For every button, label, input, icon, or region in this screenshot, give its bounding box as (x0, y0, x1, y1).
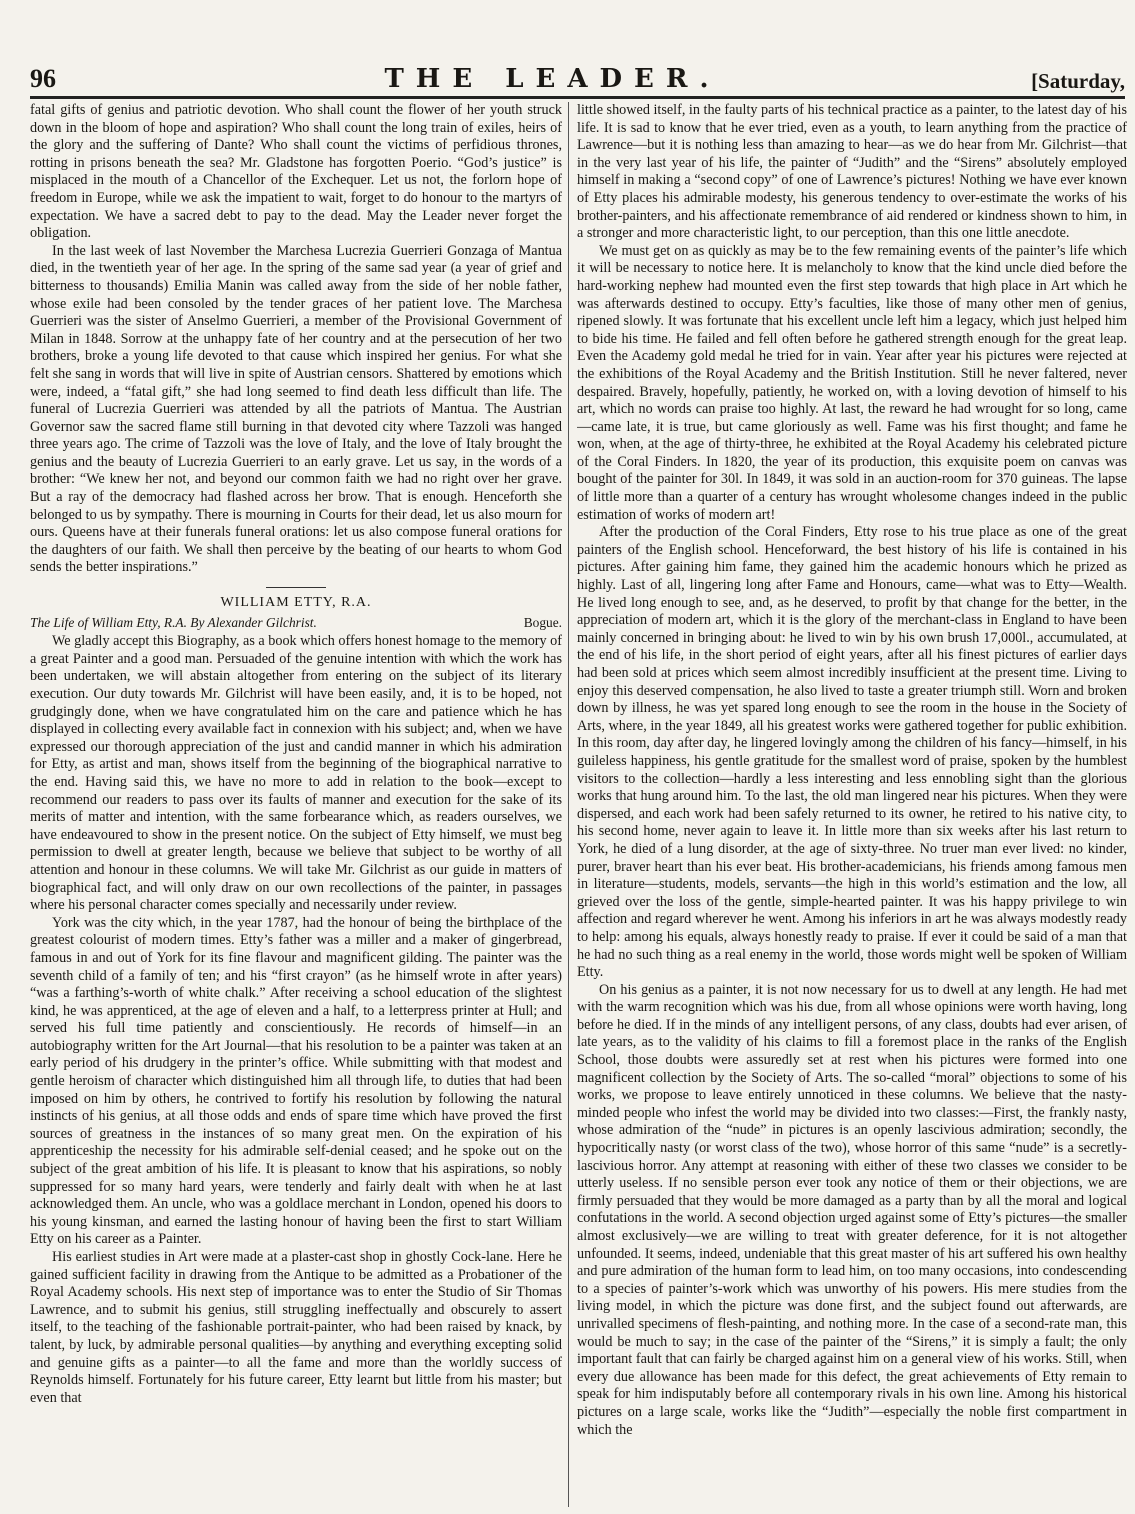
book-reference (30, 614, 562, 632)
paragraph: On his genius as a painter, it is not now necessary for us to dwell at any length. He had met with the warm recognition which was his due, from all whose opinions were worth having, long before he died. If in the minds of any intelligent persons, of any class, doubts had ever arisen, of late years, as to the validity of his claims to fill a foremost place in the ranks of the English School, those doubts were assuredly set at rest when his pictures were formed into one magnificent collection by the Society of Arts. The so-called “moral” objections to some of his works, we propose to leave entirely unnoticed in these columns. We believe that the nasty-minded people who infest the world may be divided into two classes:—First, the frankly nasty, whose admiration of the “nude” in pictures is an openly lascivious admiration; secondly, the hypocritically nasty (or worst class of the two), whose horror of this same “nude” is a secretly-lascivious horror. Any attempt at reasoning with either of these two classes we consider to be utterly useless. If no sensible person ever took any notice of them or their objections, we are firmly persuaded that they would be more damaged as a party than by all the moral and logical confutations in the world. A second objection urged against some of Etty’s pictures—the smaller almost exclusively—we are willing to treat with greater deference, for it is not altogether unfounded. It seems, indeed, undeniable that this great master of his art suffered his own healthy and pure admiration of the human form to lead him, on too many occasions, into condescending to a species of painter’s-work which was unworthy of his powers. His mere studies from the living model, in which the picture was done first, and the subject found out afterwards, are unrivalled specimens of flesh-painting, and nothing more. In the case of a second-rate man, this would be much to say; in the case of the painter of the “Sirens,” it is simply a fault; the only important fault that can fairly be charged against him on a general view of his works. Still, when every due allowance has been made for this defect, the great achievements of Etty remain to speak for him indisputably before all contemporary rivals in his own line. Among his historical pictures on a large scale, works like the “Judith”—especially the noble first compartment in which the (577, 981, 1127, 1438)
paragraph: We gladly accept this Biography, as a book which offers honest homage to the memory of a great Painter and a good man. Persuaded of the genuine intention with which the work has been undertaken, we will abstain altogether from entering on the subject of its literary execution. Our duty towards Mr. Gilchrist will have been easily, and, it is to be hoped, not grudgingly done, when we have congratulated him on the care and patience which he has displayed in collecting every available fact in connexion with his subject; and, when we have expressed our thorough appreciation of the just and candid manner in which his admiration for Etty, as artist and man, shows itself from the beginning of the biographical narrative to the end. Having said this, we have no more to add in relation to the book—except to recommend our readers to pass over its faults of manner and execution for the sake of its merits of matter and intention, with the same forbearance which, as readers ourselves, we have endeavoured to show in the present notice. On the subject of Etty himself, we must beg permission to dwell at greater length, because we believe that subject to be worthy of all attention and honour in these columns. We will take Mr. Gilchrist as our guide in matters of biographical fact, and will only draw on our own recollections of the painter, in passages where his personal character comes specially and necessarily under review. (30, 633, 562, 914)
publisher: Bogue. (523, 614, 562, 630)
header-rule (30, 96, 1125, 99)
issue-day: [Saturday, (1031, 69, 1125, 93)
article-heading: WILLIAM ETTY, R.A. (220, 595, 372, 611)
paragraph: We must get on as quickly as may be to the few remaining events of the painter’s life which it will be necessary to notice here. It is melancholy to know that the kind uncle died before the hard-working nephew had mounted even the first step towards that high place in Art which he was afterwards destined to occupy. Etty’s faculties, like those of many other men of genius, ripened slowly. It was fortunate that his excellent uncle left him a legacy, which just helped him to bide his time. He failed and fell often before he gathered strength enough for the great leap. Even the Academy gold medal he tried for in vain. Year after year his pictures were rejected at the exhibitions of the Royal Academy and the British Institution. Still he never faltered, never despaired. Bravely, hopefully, patiently, he worked on, with a loving devotion of himself to his art, which no words can praise too highly. At last, the reward he had wrought for so long, came—came late, it is true, but came gloriously as well. Fame was his first thought; and fame he won, when, at the age of thirty-three, he exhibited at the Royal Academy his celebrated picture of the Coral Finders. In 1820, the year of its production, this exquisite poem on canvas was bought of the painter for 30l. In 1849, it was sold in an auction-room for 370 guineas. The lapse of little more than a quarter of a century has wrought wholesome changes indeed in the public estimation of works of modern art! (577, 242, 1127, 523)
right-column (577, 102, 1127, 1512)
left-column (30, 102, 562, 1512)
section-divider (266, 587, 326, 588)
newspaper-title: THE LEADER. (384, 64, 721, 94)
book-title-line: The Life of William Etty, R.A. By Alexander Gilchrist. (30, 614, 317, 630)
page-number: 96 (30, 64, 56, 93)
paragraph: little showed itself, in the faulty parts of his technical practice as a painter, to the latest day of his life. It is sad to know that he ever tried, even as a youth, to learn anything from the practice of Lawrence—but it is nothing less than amazing to hear—as we do hear from Mr. Gilchrist—that in the very last year of his life, the painter of “Judith” and the “Sirens” absolutely employed himself in making a “second copy” of one of Lawrence’s pictures! Nothing we have ever known of Etty places his admirable modesty, his generous tendency to over-estimate the works of his brother-painters, and his affectionate remembrance of aid rendered or kindness shown to him, in a stronger and more characteristic light, to our perception, than this one little anecdote. (577, 102, 1127, 242)
paragraph: fatal gifts of genius and patriotic devotion. Who shall count the flower of her youth struck down in the bloom of hope and aspiration? Who shall count the long train of exiles, heirs of the glory and the suffering of Dante? Who shall count the victims of perfidious thrones, rotting in prisons beneath the sea? Mr. Gladstone has forgotten Poerio. “God’s justice” is misplaced in the mouth of a Chancellor of the Exchequer. Let us not, the forlorn hope of freedom in Europe, while we ask the impatient to wait, forget to do honour to the martyrs of expectation. We have a sacred debt to pay to the dead. May the Leader never forget the obligation. (30, 102, 562, 242)
paragraph: York was the city which, in the year 1787, had the honour of being the birthplace of the greatest colourist of modern times. Etty’s father was a miller and a maker of gingerbread, famous in and out of York for its fine flavour and magnificent gilding. The painter was the seventh child of a family of ten; and his “first crayon” (as he himself wrote in after years) “was a farthing’s-worth of white chalk.” After receiving a school education of the slightest kind, he was apprenticed, at the age of eleven and a half, to a letterpress printer at Hull; and served his full time patiently and conscientiously. He records of himself—in an autobiography written for the Art Journal—that his resolution to be a painter was taken at an early period of his drudgery in the printer’s office. While submitting with that modest and gentle heroism of character which distinguished him all through life, to duties that had been imposed on him by others, he contrived to fortify his resolution by following the natural instincts of his genius, at all those odds and ends of spare time which have proved the first sources of greatness in the instances of so many great men. On the expiration of his apprenticeship the necessity for his admirable self-denial ceased; and he spoke out on the subject of the great ambition of his life. It is pleasant to know that his aspirations, so nobly suppressed for so many hard years, were tenderly and fairly dealt with when he at last acknowledged them. An uncle, who was a goldlace merchant in London, opened his doors to his young kinsman, and earned the lasting honour of having been the first to start William Etty on his career as a Painter. (30, 914, 562, 1248)
paragraph: In the last week of last November the Marchesa Lucrezia Guerrieri Gonzaga of Mantua died, in the twentieth year of her age. In the spring of the same sad year (a year of grief and bitterness to thousands) Emilia Manin was called away from the side of her noble father, whose exile had been consoled by the tender graces of her patient love. The Marchesa Guerrieri was the sister of Anselmo Guerrieri, a member of the Provisional Government of Milan in 1848. Sorrow at the unhappy fate of her country and at the persecution of her two brothers, broke a young life devoted to that cause which inspired her genius. For what she felt she sang in words that will live in spite of Austrian censors. Shattered by emotions which were, indeed, a “fatal gift,” she had long seemed to find death less difficult than life. The funeral of Lucrezia Guerrieri was attended by all the patriots of Mantua. The Austrian Governor saw the sacred flame still burning in that devoted city where Tazzoli was hanged three years ago. The crime of Tazzoli was the love of Italy, and the love of Italy brought the genius and the beauty of Lucrezia Guerrieri to an early grave. Let us say, in the words of a brother: “We knew her not, and beyond our common faith we had no right over her grave. But a ray of the democracy had flashed across her brow. That is enough. Henceforth she belonged to us by sympathy. There is mourning in Courts for their dead, let us also mourn for ours. Queens have at their funerals funeral orations: let us also compose funeral orations for the daughters of our faith. We shall then perceive by the beating of our hearts to whom God sends the better inspirations.” (30, 242, 562, 576)
paragraph: His earliest studies in Art were made at a plaster-cast shop in ghostly Cock-lane. Here he gained sufficient facility in drawing from the Antique to be admitted as a Probationer of the Royal Academy schools. His next step of importance was to enter the Studio of Sir Thomas Lawrence, and to submit his genius, still struggling ineffectually and obscurely to assert itself, to the teaching of the fashionable portrait-painter, who had been raised by knack, by talent, by luck, by admirable personal qualities—by anything and everything excepting solid and genuine gifts as a painter—to all the fame and more than the worldly success of Reynolds himself. Fortunately for his future career, Etty learnt but little from his master; but even that (30, 1249, 562, 1406)
masthead (30, 58, 1125, 94)
paragraph: After the production of the Coral Finders, Etty rose to his true place as one of the great painters of the English school. Henceforward, the best history of his life is contained in his pictures. After gaining him fame, they gained him the academic honours which he prized as highly. Last of all, lingering long after Fame and Honours, came—what was to Etty—Wealth. He lived long enough to see, and, as he deserved, to profit by that change for the better, in the appreciation of modern art, which it is the glory of the merchant-class in England to have been mainly concerned in bringing about: he lived to win by his own brush 17,000l., accumulated, at the end of his life, in the short period of eight years, after all his finest pictures of earlier days had been sold at prices which seem almost incredibly insufficient at the present time. Living to enjoy this deserved compensation, he also lived to taste a greater triumph still. Worn and broken down by illness, he was yet spared long enough to see the room in the house in the Society of Arts, where, in the year 1849, all his greatest works were gathered together for public exhibition. In this room, day after day, he lingered lovingly among the children of his fancy—himself, in his guileless happiness, his gentle gratitude for the smallest word of praise, spoken by the humblest visitors to the collection—hardly a less interesting and less ennobling sight than the glorious works that hung around him. To the last, the old man lingered near his pictures. When they were dispersed, and each work had been safely returned to its owner, he retired to his native city, to his second home, never again to leave it. In little more than six weeks after his last return to York, he died of a lung disorder, at the age of sixty-three. No truer man ever lived: no kinder, purer, braver heart than his ever beat. His brother-academicians, his friends among famous men in literature—students, models, servants—the high in this world’s estimation and the low, all grieved over the loss of the gentle, simple-hearted painter. It was his happy privilege to win affection and regard wherever he went. Among his inferiors in art he was always modestly ready to help: among his equals, always honestly ready to praise. If ever it could be said of a man that he had no such thing as a real enemy in the world, those words might well be spoken of William Etty. (577, 524, 1127, 981)
column-divider (568, 102, 569, 1507)
